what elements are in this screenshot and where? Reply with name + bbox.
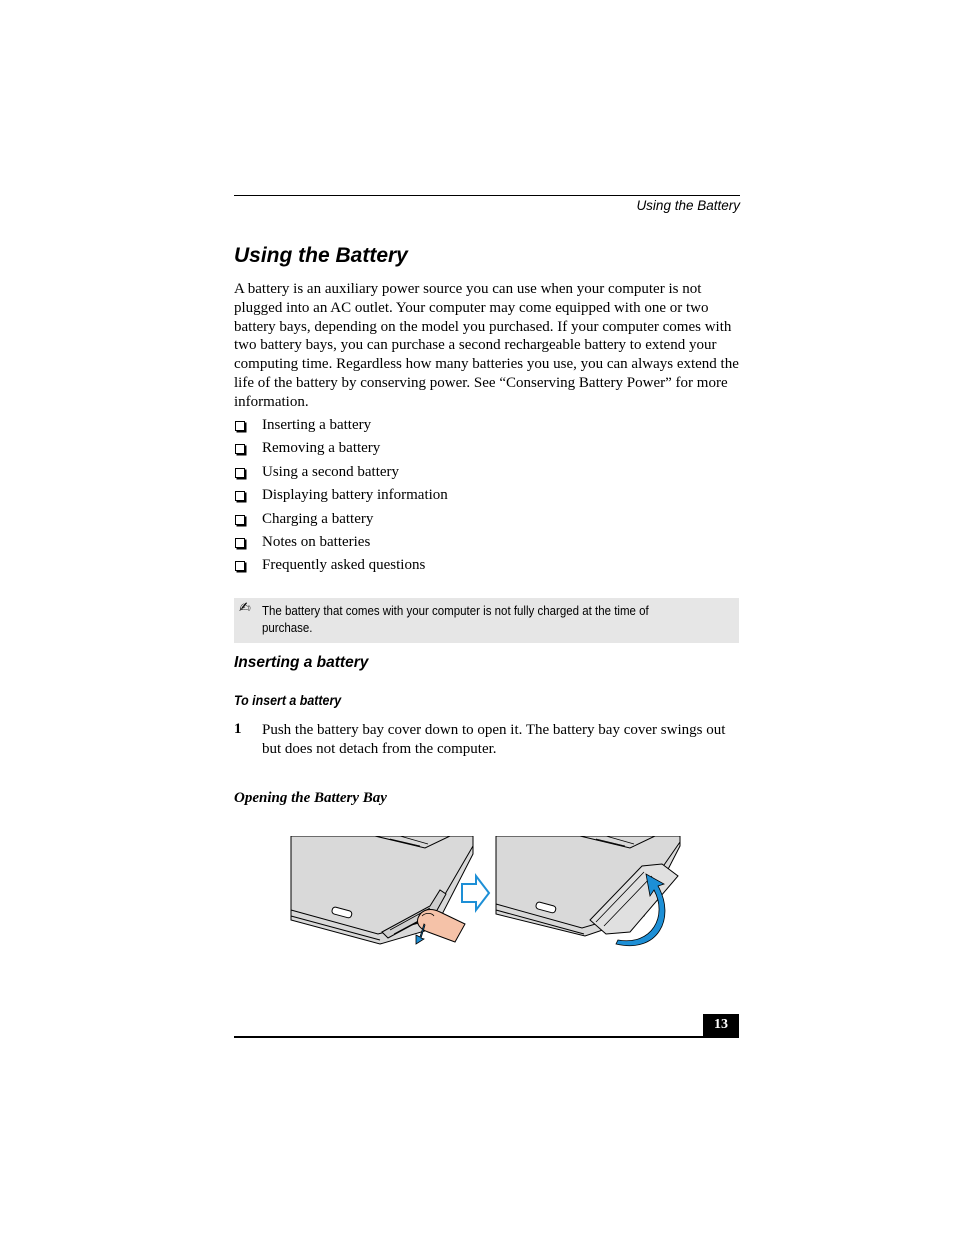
footer-rule xyxy=(234,1036,739,1038)
topic-item[interactable] xyxy=(234,438,448,461)
topic-label: Charging a battery xyxy=(262,510,374,527)
topic-item[interactable] xyxy=(234,509,448,532)
note-box xyxy=(234,598,739,643)
topic-item[interactable] xyxy=(234,485,448,508)
figure-caption: Opening the Battery Bay xyxy=(234,790,387,806)
topic-label: Frequently asked questions xyxy=(262,557,426,574)
topic-label: Inserting a battery xyxy=(262,417,372,433)
note-text: The battery that comes with your computer is not fully charged at the time of purchase. xyxy=(262,604,649,635)
running-head: Using the Battery xyxy=(636,198,740,213)
checkbox-bullet-icon xyxy=(235,468,245,478)
topic-item[interactable] xyxy=(234,462,448,485)
section-heading: Inserting a battery xyxy=(234,654,369,671)
checkbox-bullet-icon xyxy=(235,515,245,525)
topic-label: Notes on batteries xyxy=(262,533,371,550)
topic-label: Removing a battery xyxy=(262,440,381,457)
page-title: Using the Battery xyxy=(234,244,408,267)
topic-item[interactable] xyxy=(234,415,448,438)
intro-paragraph: A battery is an auxiliary power source you can use when your computer is not plugged into an AC outlet. Your computer may come equipped with one or two battery bays, depending on the model you purchased. If your computer comes with two battery bays, you can purchase a second rechargeable battery to extend your computing time. Regardless how many batteries you use, you can always extend the life of the battery by conserving power. See “Conserving Battery Power” for more information. xyxy=(234,281,739,410)
topic-label: Displaying battery information xyxy=(262,487,448,504)
step-number: 1 xyxy=(234,721,242,737)
topic-item[interactable] xyxy=(234,555,448,578)
topic-label: Using a second battery xyxy=(262,463,400,480)
step-text: Push the battery bay cover down to open it. The battery bay cover swings out but does not detach from the computer. xyxy=(262,722,726,757)
pencil-note-icon: ✍ xyxy=(239,600,251,616)
topic-list xyxy=(234,415,448,579)
header-rule xyxy=(234,195,740,196)
topic-item[interactable] xyxy=(234,532,448,555)
checkbox-bullet-icon xyxy=(235,538,245,548)
checkbox-bullet-icon xyxy=(235,444,245,454)
checkbox-bullet-icon xyxy=(235,421,245,431)
battery-bay-illustration xyxy=(290,836,682,948)
page-number: 13 xyxy=(703,1014,739,1037)
checkbox-bullet-icon xyxy=(235,561,245,571)
procedure-heading: To insert a battery xyxy=(234,693,342,708)
checkbox-bullet-icon xyxy=(235,491,245,501)
